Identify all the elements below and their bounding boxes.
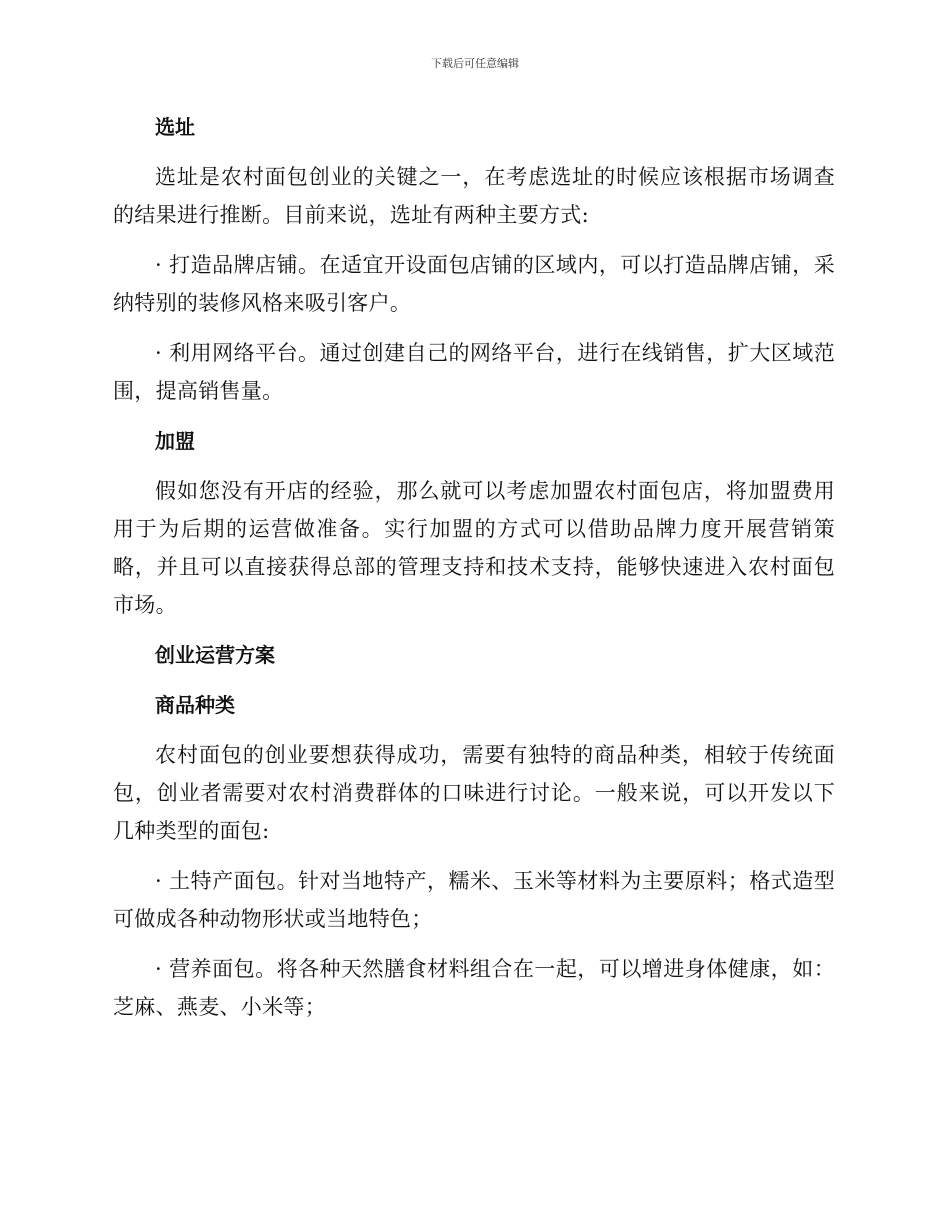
section-heading-franchise: 加盟 <box>155 429 195 453</box>
paragraph-brand-store: · 打造品牌店铺。在适宜开设面包店铺的区域内，可以打造品牌店铺，采纳特别的装修风格来吸引客户。 <box>113 253 835 315</box>
paragraph-online-platform: · 利用网络平台。通过创建自己的网络平台，进行在线销售，扩大区域范围，提高销售量。 <box>113 341 835 403</box>
paragraph-site-selection-intro: 选址是农村面包创业的关键之一，在考虑选址的时候应该根据市场调查的结果进行推断。目前来说，选址有两种主要方式: <box>113 165 835 227</box>
paragraph-local-specialty-bread: · 土特产面包。针对当地特产，糯米、玉米等材料为主要原料；格式造型可做成各种动物形状或当地特色； <box>113 869 835 931</box>
document-body <box>113 108 835 1026</box>
section-heading-site-selection: 选址 <box>155 115 195 139</box>
section-heading-product-types: 商品种类 <box>155 693 235 717</box>
paragraph-franchise: 假如您没有开店的经验，那么就可以考虑加盟农村面包店，将加盟费用用于为后期的运营做准备。实行加盟的方式可以借助品牌力度开展营销策略，并且可以直接获得总部的管理支持和技术支持，能够快速进入农村面包市场。 <box>113 479 835 617</box>
section-heading-operation-plan: 创业运营方案 <box>155 643 275 667</box>
paragraph-nutrition-bread: · 营养面包。将各种天然膳食材料组合在一起，可以增进身体健康，如：芝麻、燕麦、小米等； <box>113 957 835 1019</box>
header-note: 下载后可任意编辑 <box>431 57 519 70</box>
paragraph-product-types-intro: 农村面包的创业要想获得成功，需要有独特的商品种类，相较于传统面包，创业者需要对农村消费群体的口味进行讨论。一般来说，可以开发以下几种类型的面包: <box>113 743 835 843</box>
